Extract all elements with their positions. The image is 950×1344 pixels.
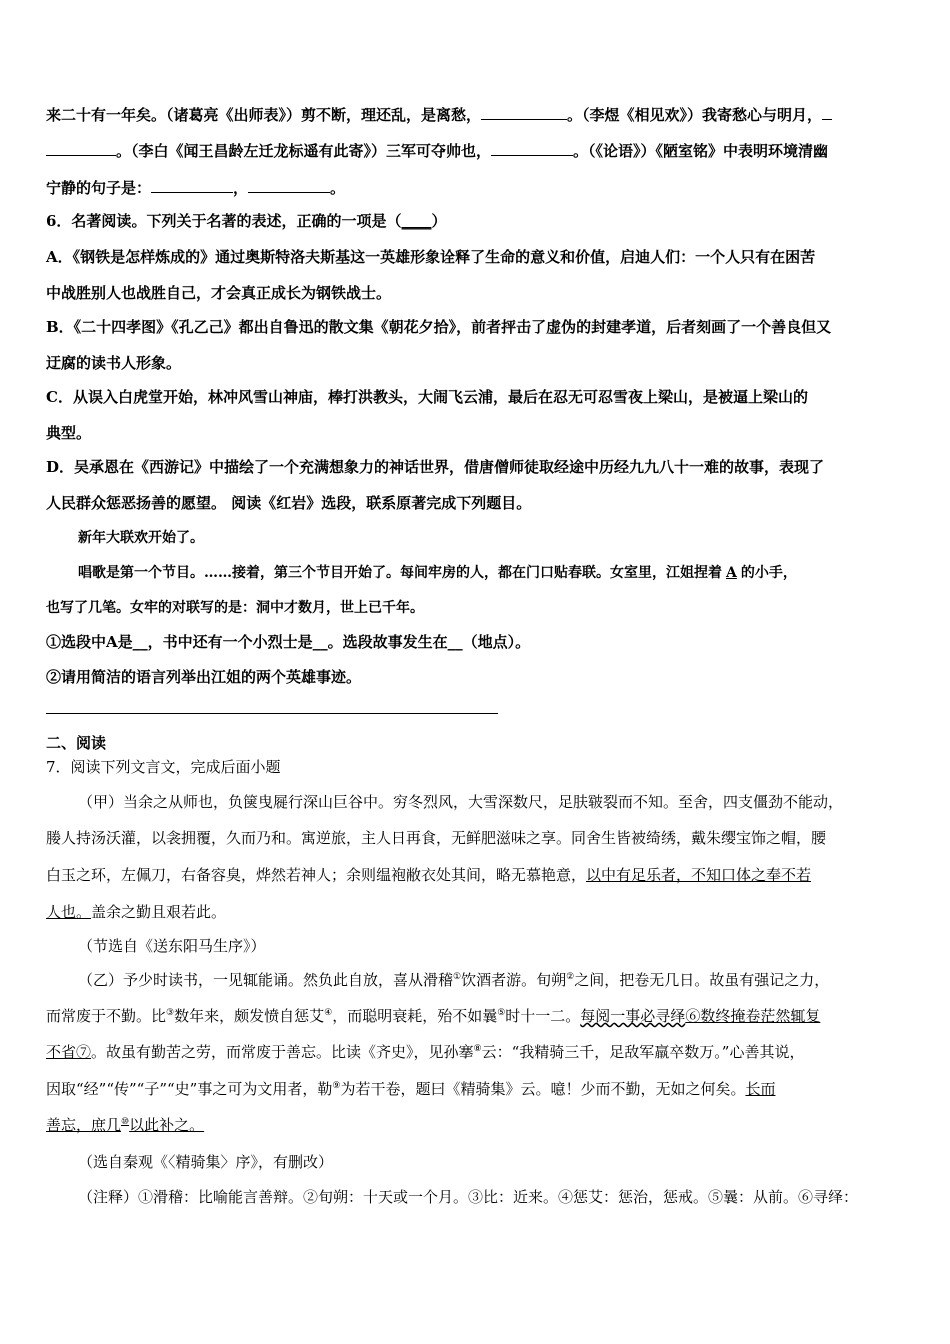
footnote-marker: ③ [166, 1008, 175, 1018]
yi-notes: （注释）①滑稽：比喻能言善辩。②旬朔：十天或一个月。③比：近来。④惩艾：惩治，惩戒。⑤曩：从前。⑥寻绎： [78, 1188, 859, 1206]
q5-line-3 [46, 176, 345, 199]
answer-blank[interactable] [491, 139, 573, 156]
underlined-sentence: 以此补之。 [129, 1116, 205, 1134]
footnote-marker: ① [453, 972, 462, 982]
option-d-line-1[interactable]: D．吴承恩在《西游记》中描绘了一个充满想象力的神话世界，借唐僧师徒取经途中历经九九八十一难的故事，表现了 [46, 458, 825, 476]
option-d-line-2[interactable]: 人民群众惩恶扬善的愿望。 阅读《红岩》选段，联系原著完成下列题目。 [46, 494, 532, 512]
footnote-marker: ④ [324, 1008, 333, 1018]
yi-text: 为若干卷，题曰《精骑集》云。噫！少而不勤，无如之何矣。 [340, 1080, 746, 1098]
underlined-sentence: 以中有足乐者，不知口体之奉不若 [586, 866, 812, 884]
yi-text: 因取“经”“传”“子”“史”事之可为文用者，勒 [46, 1080, 333, 1098]
wavy-underlined-sentence: 每阅一事必寻绎 [580, 1007, 686, 1025]
yi-line-1 [78, 969, 829, 991]
underlined-sentence: 人也。 [46, 903, 92, 921]
yi-line-2 [46, 1005, 820, 1027]
footnote-marker: ⑤ [497, 1008, 506, 1018]
q5-text: 。（李煜《相见欢》）我寄愁心与明月， [567, 106, 823, 124]
underlined-sentence: ⑥数终掩卷茫然辄复 [685, 1007, 821, 1025]
yi-line-4 [46, 1078, 775, 1100]
excerpt-line-1: 新年大联欢开始了。 [78, 530, 204, 546]
option-a-line-2[interactable]: 中战胜别人也战胜自己，才会真正成长为钢铁战士。 [46, 284, 392, 302]
answer-line[interactable] [46, 713, 498, 714]
excerpt-text: 的小手， [740, 565, 797, 581]
yi-text: 之间，把卷无几日。故虽有强记之力， [574, 971, 830, 989]
underlined-sentence: 善忘，庶几 [46, 1116, 122, 1134]
yi-text: 时十一二。 [505, 1007, 581, 1025]
yi-text: 。故虽有勤苦之劳，而常废于善忘。比读《齐史》，见孙搴 [91, 1043, 474, 1061]
option-c-line-2[interactable]: 典型。 [46, 424, 92, 442]
jia-source: （节选自《送东阳马生序》） [78, 937, 266, 955]
answer-blank[interactable] [822, 103, 832, 120]
q5-text: 来二十有一年矣。（诸葛亮《出师表》）剪不断，理还乱，是离愁， [46, 106, 482, 124]
section-heading: 二、阅读 [46, 734, 107, 752]
answer-blank[interactable]: ____ [401, 212, 432, 230]
underlined-sentence: 不省⑦ [46, 1043, 92, 1061]
yi-text: ，而聪明衰耗，殆不如曩 [332, 1007, 498, 1025]
option-c-line-1[interactable]: C．从误入白虎堂开始，林冲风雪山神庙，棒打洪教头，大闹飞云浦，最后在忍无可忍雪夜上梁山，是被逼上梁山的 [46, 388, 808, 406]
yi-line-3 [46, 1041, 804, 1063]
underlined-sentence: 长而 [745, 1080, 776, 1098]
option-b-line-1[interactable]: B．《二十四孝图》《孔乙己》都出自鲁迅的散文集《朝花夕拾》，前者抨击了虚伪的封建孝道，后者刻画了一个善良但又 [46, 318, 832, 336]
q5-text: ， [233, 179, 249, 197]
option-b-line-2[interactable]: 迂腐的读书人形象。 [46, 354, 182, 372]
q5-text: 。（李白《闻王昌龄左迁龙标遥有此寄》）三军可夺帅也， [116, 142, 492, 160]
sub-question-2: ②请用简洁的语言列举出江姐的两个英雄事迹。 [46, 668, 362, 686]
jia-text: 盖余之勤且艰若此。 [91, 903, 227, 921]
excerpt-text: 唱歌是第一个节目。……接着，第三个节目开始了。每间牢房的人，都在门口贴春联。女室里，江姐捏着 [78, 565, 722, 581]
excerpt-line-2 [78, 562, 797, 584]
q5-line-2 [46, 139, 828, 162]
q5-line-1 [46, 103, 832, 126]
yi-line-5 [46, 1114, 204, 1136]
answer-blank[interactable] [151, 176, 233, 193]
yi-text: 数年来，颇发愤自惩艾 [174, 1007, 325, 1025]
answer-blank[interactable] [248, 176, 330, 193]
q5-text: 宁静的句子是： [46, 179, 152, 197]
jia-line-2: 媵人持汤沃灌，以衾拥覆，久而乃和。寓逆旅，主人日再食，无鲜肥滋味之享。同舍生皆被绮绣，戴朱缨宝饰之帽，腰 [46, 829, 827, 847]
yi-text: （乙）予少时读书，一见辄能诵。然负此自放，喜从滑稽 [78, 971, 454, 989]
excerpt-mark-a: A [726, 565, 737, 581]
yi-text: 云：“我精骑三千，足敌军羸卒数万。”心善其说， [481, 1043, 805, 1061]
q5-text: 。（《论语》）《陋室铭》中表明环境清幽 [573, 142, 829, 160]
q5-text: 。 [330, 179, 346, 197]
q7-stem: 7．阅读下列文言文，完成后面小题 [46, 758, 281, 776]
excerpt-line-3: 也写了几笔。女牢的对联写的是：洞中才数月，世上已千年。 [46, 600, 424, 616]
yi-text: 而常废于不勤。比 [46, 1007, 167, 1025]
footnote-marker: ② [566, 972, 575, 982]
footnote-marker: ⑨ [332, 1081, 341, 1091]
jia-line-3 [46, 864, 811, 886]
jia-text: 白玉之环，左佩刀，右备容臭，烨然若神人；余则缊袍敝衣处其间，略无慕艳意， [46, 866, 587, 884]
footnote-marker: ⑧ [473, 1044, 482, 1054]
answer-blank[interactable] [46, 139, 116, 156]
q6-stem-text: ） [431, 212, 447, 230]
sub-question-1: ①选段中A是__，书中还有一个小烈士是__。选段故事发生在__（地点）。 [46, 633, 531, 651]
answer-blank[interactable] [481, 103, 567, 120]
q6-stem [46, 210, 446, 232]
q6-stem-text: 6．名著阅读。下列关于名著的表述，正确的一项是（ [46, 212, 402, 230]
yi-source: （选自秦观《〈精骑集〉序》，有删改） [78, 1153, 334, 1171]
yi-text: 饮酒者游。旬朔 [461, 971, 567, 989]
footnote-marker: ⑩ [121, 1117, 130, 1127]
option-a-line-1[interactable]: A．《钢铁是怎样炼成的》通过奥斯特洛夫斯基这一英雄形象诠释了生命的意义和价值，启迪人们：一个人只有在困苦 [46, 248, 816, 266]
jia-line-1: （甲）当余之从师也，负箧曳屣行深山巨谷中。穷冬烈风，大雪深数尺，足肤皲裂而不知。至舍，四支僵劲不能动， [78, 793, 844, 811]
jia-line-4 [46, 901, 226, 923]
